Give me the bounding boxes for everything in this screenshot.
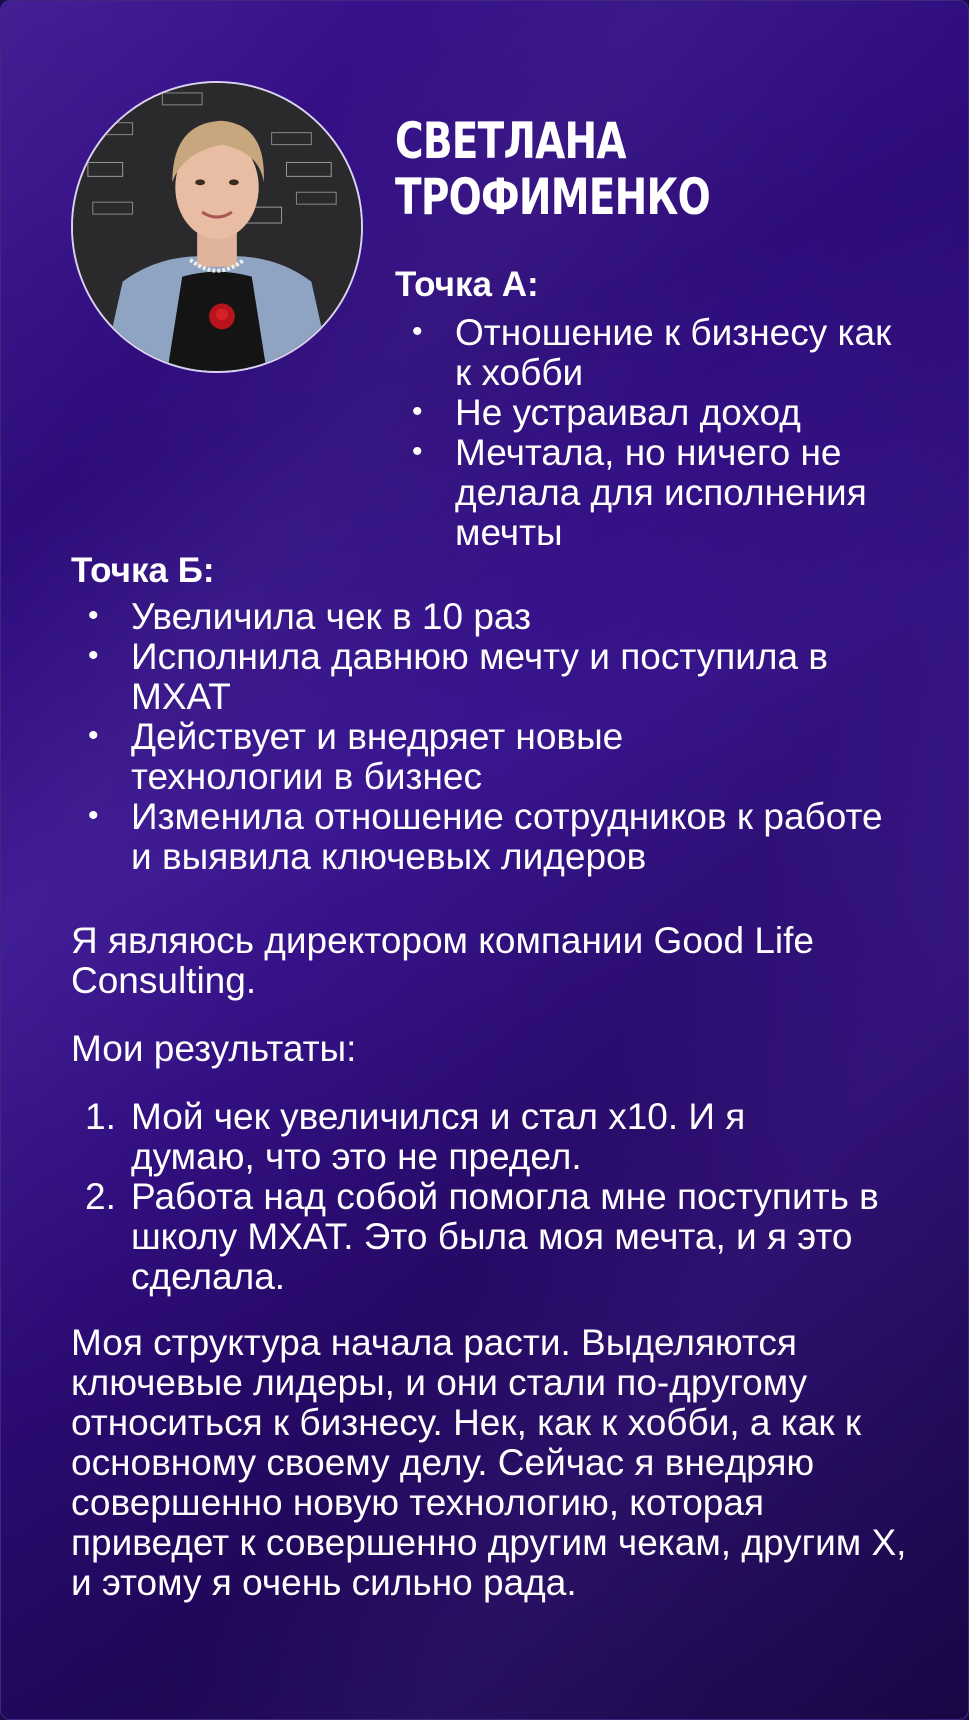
point-a-list	[395, 313, 915, 553]
intro-paragraph: Я являюсь директором компании Good Life Consulting.	[71, 920, 814, 1001]
list-item: • Не устраивал доход	[412, 392, 801, 433]
list-item: • Изменила отношение сотрудников к работе и выявила ключевых лидеров	[88, 796, 883, 877]
bullet-icon: •	[88, 639, 99, 672]
avatar-photo	[71, 81, 363, 373]
portrait-image	[73, 83, 361, 371]
list-item: • Мечтала, но ничего не делала для исполнения мечты	[412, 432, 867, 553]
point-b-list	[71, 597, 891, 877]
bullet-icon: •	[412, 395, 423, 428]
closing-paragraph: Моя структура начала расти. Выделяются ключевые лидеры, и они стали по-другому относиться к бизнесу. Нек, как к хобби, а как к основному своему делу. Сейчас я внедряю совершенно новую технологию, которая приведет к совершенно другим чекам, другим Х, и этому я очень сильно рада.	[71, 1322, 907, 1603]
bullet-icon: •	[88, 799, 99, 832]
name-last: ТРОФИМЕНКО	[395, 168, 710, 226]
list-item: 1. Мой чек увеличился и стал х10. И я думаю, что это не предел.	[85, 1096, 746, 1177]
name-first: СВЕТЛАНА	[395, 112, 626, 170]
point-b-title: Точка Б:	[71, 551, 215, 590]
list-item: • Отношение к бизнесу как к хобби	[412, 312, 892, 393]
results-title: Мои результаты:	[71, 1028, 357, 1069]
list-item: • Действует и внедряет новые технологии в бизнес	[88, 716, 624, 797]
results-list	[71, 1097, 921, 1297]
bullet-icon: •	[88, 599, 99, 632]
list-item: 2. Работа над собой помогла мне поступить в школу МХАТ. Это была моя мечта, и я это сделала.	[85, 1176, 879, 1297]
person-name	[395, 112, 710, 226]
list-item: • Увеличила чек в 10 раз	[88, 596, 532, 637]
bullet-icon: •	[88, 719, 99, 752]
bullet-icon: •	[412, 315, 423, 348]
list-item: • Исполнила давнюю мечту и поступила в МХАТ	[88, 636, 829, 717]
bullet-icon: •	[412, 435, 423, 468]
point-a-title: Точка А:	[395, 265, 539, 304]
